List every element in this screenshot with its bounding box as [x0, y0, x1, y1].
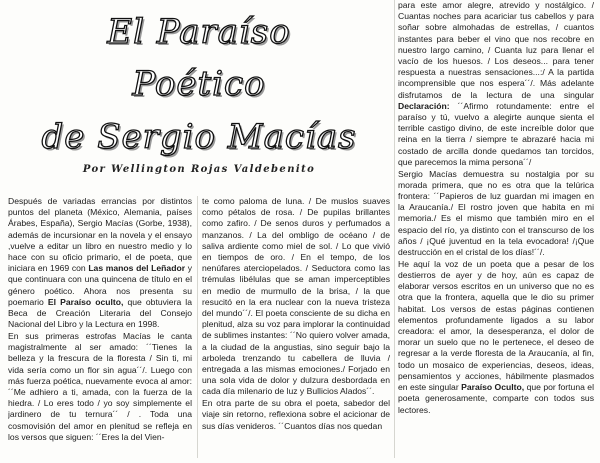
- paragraph: [202, 196, 390, 398]
- text-run: ´´Afirmo rotundamente: entre el paraíso y tú, vuelvo a alegirte aunque sienta el terrible castigo divino, de este increíble dolor que reina en la tierra / siempre te abrazaré hacia mi costado de arcilla donde quedamos tan torcidos, que parecemos la mima persona´´/: [398, 100, 594, 167]
- text-run: que obtuviera la Beca de Creación Literaria del Consejo Nacional del Libro y la Lectura en 1998.: [8, 296, 192, 330]
- text-run: para este amor alegre, atrevido y nostálgico. / Cuantas noches para acariciar tus cabellos y para soñar sobre almohadas de estrellas, / cuantos instantes para beber el vino que nos recobre en nuestro largo camino, / Cuanta luz para llenar el vacío de los huesos. / Los deseos... para tener respuesta a nuestras sensaciones...:/ A la partida incomprensible que nos espera´´/. Más adelante disfrutamos de la lectura de una singular: [398, 0, 594, 100]
- text-run: He aquí la voz de un poeta que a pesar de los destierros de ayer y de hoy, aún es capaz de elaborar versos escritos en un universo que no es otra que la frontera, aquella que le dio su primer habitat. Los versos de estas páginas contienen elementos profundamente ligados a su labor creadora: el amor, la desesperanza, el dolor de morar un suelo que no le pertenece, el deseo de regresar a la verde floresta de la Araucanía, al fin, todo un mosaico de experiencias, deseos, ideas, pensamientos y acciones, hábilmente plasmados en este singular: [398, 258, 594, 393]
- author-byline: Por Wellington Rojas Valdebenito: [82, 164, 316, 175]
- text-run: En sus primeras estrofas Macías le canta magistralmente al ser amado: ´´Tienes la belleza y la frescura de la floresta / Sin ti, mi vida sería como un flor sin agua´´/. Luego con más fuerza poética, nuevamente evoca al amor: ´´Me adhiero a ti, amada, con la fuerza de la hiedra. / Lo eres todo / yo soy simplemente el jardinero de tu ternura´´ / . Toda una cosmovisión del amor en plenitud se refleja en los versos que siguen: ´´Eres la del Vien-: [8, 331, 192, 442]
- poem-title: Declaración:: [398, 100, 450, 111]
- paragraph: [8, 196, 192, 330]
- book-title: Paraíso Oculto,: [461, 382, 525, 393]
- book-title: El Paraíso oculto,: [47, 296, 124, 307]
- paragraph: [202, 398, 390, 432]
- paragraph: [398, 0, 594, 168]
- paragraph: [398, 169, 594, 259]
- column-divider: [197, 196, 198, 458]
- title-line-3: de Sergio Macías: [41, 117, 357, 157]
- text-run: te como paloma de luna. / De muslos suaves como pétalos de rosa. / De pupilas brillantes como zafiro. / De senos duros y perfumados a manzanos. / La del ombligo de océano / de saliva ardiente como miel de sol. / Lo que vivió en tiempos de oro. / En el tempo, de los nenúfares aterciopelados. / Seductora como las trémulas libélulas que se aman imperceptibles en medio de murmullo de la brisa, / la que resucitó en la era nuclear con la nueva tristeza del mundo´´/. El poeta consciente de su dicha en plenitud, alza su voz para implorar la continuidad de sublimes instantes: ´´No quiero volver amada, a la ciudad de la angustias, sino seguir bajo la arboleda trenzando tu cabellera de lluvia / entregada a las mismas emociones./ Forjado en una sola vida de dolor y dulzura desbordada en cada día milenario de luz y Bullicios Alados´´.: [202, 196, 390, 397]
- column-center: [202, 196, 390, 463]
- title-line-2: Poético: [132, 64, 266, 104]
- column-left: [8, 196, 192, 463]
- column-right: [398, 0, 594, 463]
- title-line-1: El Paraíso: [107, 12, 291, 52]
- text-run: que por fortuna el poeta generosamente, comparte con todos sus lectores.: [398, 382, 594, 415]
- text-run: En otra parte de su obra el poeta, sabedor del viaje sin retorno, reflexiona sobre el acicionar de sus días venideros. ´´Cuantos días nos quedan: [202, 398, 390, 431]
- paragraph: [398, 259, 594, 416]
- text-run: y que continuara con una quincena de título en el género poético. Ahora nos presenta su poemario: [8, 263, 192, 307]
- text-run: Después de variadas errancias por distintos puntos del planeta (México, Alemania, países Árabes, España), Sergio Macías (Gorbe, 1938), además de incursionar en la novela y el ensayo ,vuelve a editar un libro en nuestro medio y lo hace con su oficio primario, el de poeta, que iniciara en 1969 con: [8, 196, 192, 274]
- text-run: Sergio Macías demuestra su nostalgia por su morada primera, que no es otra que la telúrica frontera: ´´Papieros de luz guardan mi imagen en la Araucanía./ El rostro joven que habita en mi memoria./ Es el mismo que también miro en el espacio del río, ya distinto con el transcurso de los años / ¡Qué juventud en la tela evocadora! /¡Que destrucción en el cristal de los días!´´/.: [398, 168, 594, 258]
- title-block: [8, 4, 390, 190]
- book-title: Las manos del Leñador: [88, 263, 186, 274]
- column-divider: [394, 0, 395, 458]
- paragraph: [8, 331, 192, 443]
